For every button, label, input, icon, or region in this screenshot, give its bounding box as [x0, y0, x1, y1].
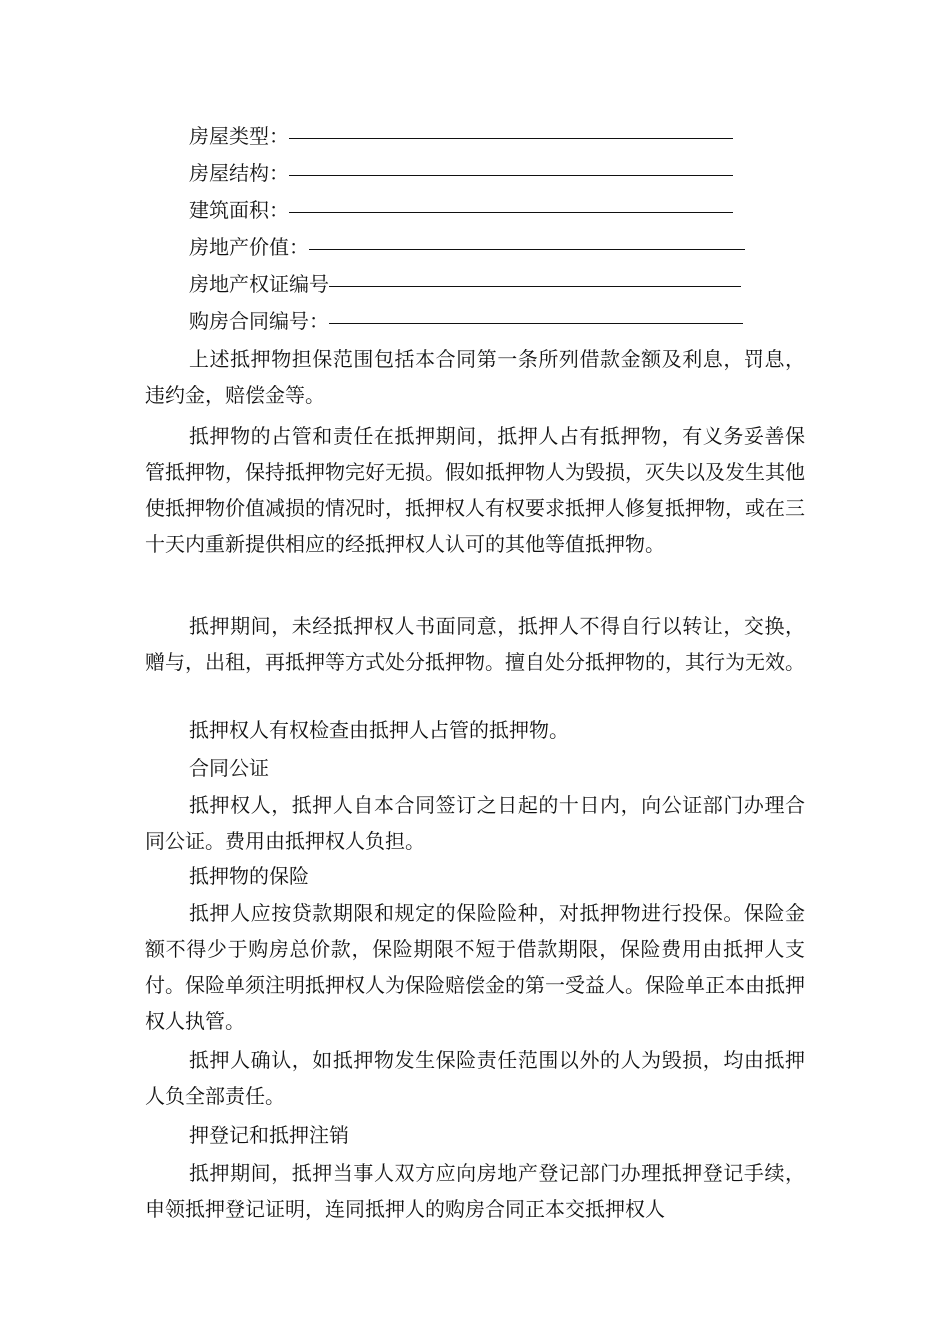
blank-line — [329, 303, 743, 324]
paragraph-notarization: 抵押权人，抵押人自本合同签订之日起的十日内，向公证部门办理合同公证。费用由抵押权人负担。 — [145, 793, 805, 853]
field-label: 购房合同编号： — [189, 309, 329, 333]
heading-insurance: 抵押物的保险 — [189, 864, 309, 888]
field-label: 房地产价值： — [189, 235, 309, 259]
field-building-area — [189, 192, 733, 228]
paragraph-custody-responsibility: 抵押物的占管和责任在抵押期间，抵押人占有抵押物，有义务妥善保管抵押物，保持抵押物完好无损。假如抵押物人为毁损，灭失以及发生其他使抵押物价值减损的情况时，抵押权人有权要求抵押人修复抵押物，或在三十天内重新提供相应的经抵押权人认可的其他等值抵押物。 — [145, 424, 805, 556]
blank-line — [289, 192, 733, 213]
paragraph-insurance: 抵押人应按贷款期限和规定的保险险种，对抵押物进行投保。保险金额不得少于购房总价款，保险期限不短于借款期限，保险费用由抵押人支付。保险单须注明抵押权人为保险赔偿金的第一受益人。保险单正本由抵押权人执管。 — [145, 901, 805, 1033]
paragraph-damage-liability: 抵押人确认，如抵押物发生保险责任范围以外的人为毁损，均由抵押人负全部责任。 — [145, 1048, 805, 1108]
paragraph-disposal-restriction: 抵押期间，未经抵押权人书面同意，抵押人不得自行以转让，交换，赠与，出租，再抵押等方式处分抵押物。擅自处分抵押物的，其行为无效。 — [145, 614, 805, 674]
field-label: 房屋类型： — [189, 124, 289, 148]
blank-line — [329, 266, 741, 287]
field-house-structure — [189, 155, 733, 191]
field-house-type — [189, 118, 733, 154]
field-property-certificate-number — [189, 266, 741, 302]
field-label: 房地产权证编号 — [189, 272, 329, 296]
blank-line — [309, 229, 745, 250]
field-purchase-contract-number — [189, 303, 743, 339]
field-property-value — [189, 229, 745, 265]
paragraph-guarantee-scope: 上述抵押物担保范围包括本合同第一条所列借款金额及利息，罚息，违约金，赔偿金等。 — [145, 347, 805, 407]
heading-registration-cancellation: 押登记和抵押注销 — [189, 1123, 349, 1147]
blank-line — [289, 155, 733, 176]
heading-notarization: 合同公证 — [189, 756, 269, 780]
field-label: 建筑面积： — [189, 198, 289, 222]
paragraph-inspection-right: 抵押权人有权检查由抵押人占管的抵押物。 — [189, 718, 569, 742]
blank-line — [289, 118, 733, 139]
field-label: 房屋结构： — [189, 161, 289, 185]
paragraph-registration: 抵押期间，抵押当事人双方应向房地产登记部门办理抵押登记手续，申领抵押登记证明，连同抵押人的购房合同正本交抵押权人 — [145, 1161, 805, 1221]
